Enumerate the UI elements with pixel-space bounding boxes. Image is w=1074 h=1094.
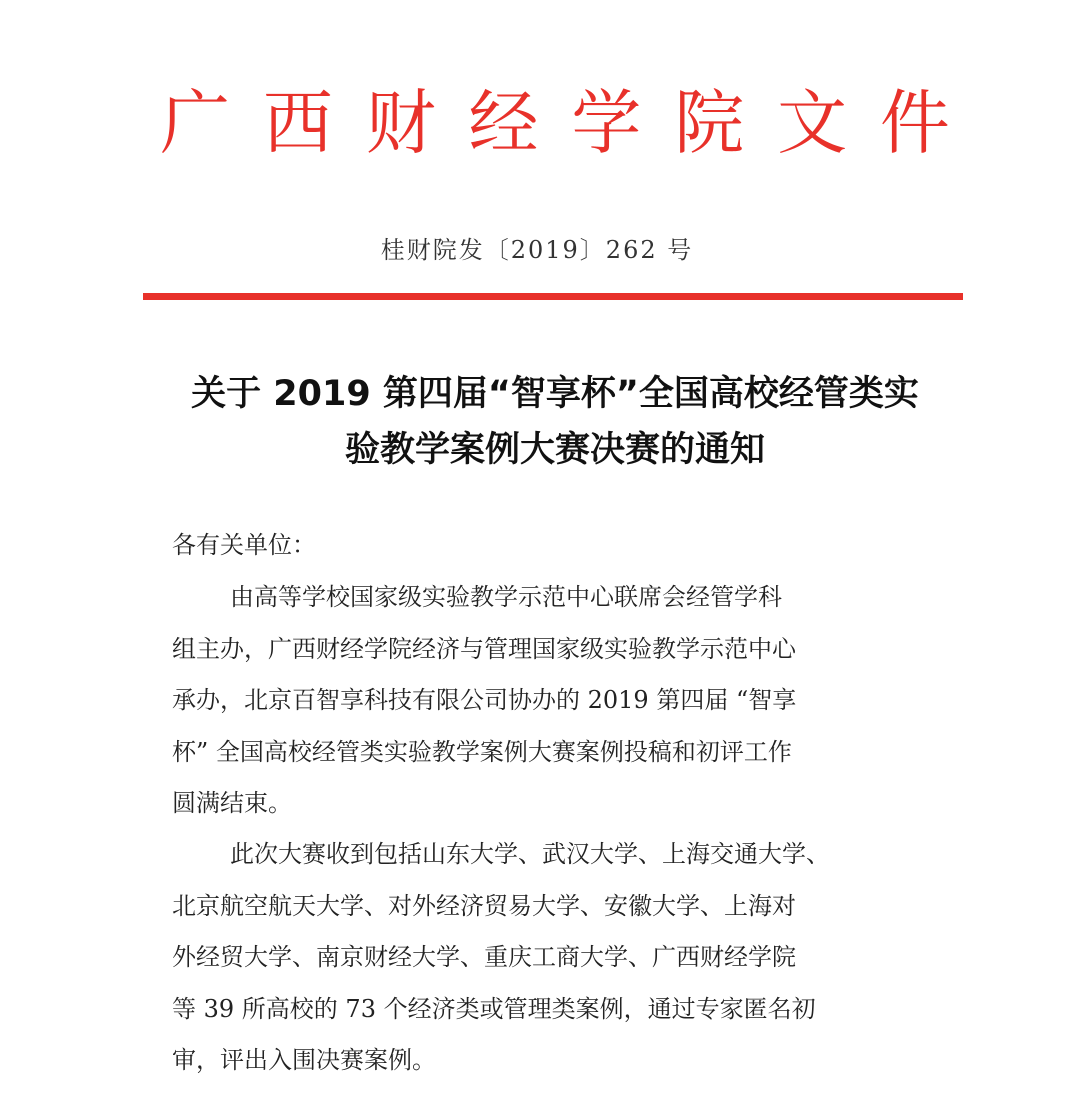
header-char: 学	[571, 82, 642, 164]
body-paragraph	[172, 829, 942, 1087]
red-divider-rule	[143, 293, 963, 300]
issuer-header	[150, 78, 960, 168]
header-char: 广	[160, 82, 230, 164]
notice-title-line: 关于 2019 第四届“智享杯”全国高校经管类实	[191, 374, 919, 414]
header-char: 院	[674, 82, 745, 164]
header-char: 西	[262, 82, 333, 164]
paragraph-line: 此次大赛收到包括山东大学、武汉大学、上海交通大学、	[230, 840, 830, 868]
paragraph-line: 审，评出入围决赛案例。	[172, 1046, 436, 1074]
paragraph-line: 北京航空航天大学、对外经济贸易大学、安徽大学、上海对	[172, 891, 796, 920]
paragraph-line: 由高等学校国家级实验教学示范中心联席会经管学科	[230, 583, 782, 611]
paragraph-line: 圆满结束。	[172, 789, 292, 817]
header-char: 经	[468, 82, 539, 164]
notice-title	[150, 366, 960, 478]
header-char: 文	[777, 82, 848, 164]
notice-title-line: 验教学案例大赛决赛的通知	[344, 430, 765, 470]
paragraph-line: 承办，北京百智享科技有限公司协办的 2019 第四届 “智享	[172, 686, 797, 714]
salutation: 各有关单位：	[172, 531, 316, 559]
header-char: 财	[365, 82, 436, 164]
body-paragraph	[172, 572, 942, 830]
paragraph-line: 等 39 所高校的 73 个经济类或管理类案例，通过专家匿名初	[172, 994, 816, 1023]
paragraph-line: 杯” 全国高校经管类实验教学案例大赛案例投稿和初评工作	[172, 737, 792, 766]
document-number: 桂财院发〔2019〕262 号	[380, 236, 694, 264]
paragraph-line: 外经贸大学、南京财经大学、重庆工商大学、广西财经学院	[172, 943, 796, 971]
paragraph-line: 组主办，广西财经学院经济与管理国家级实验教学示范中心	[172, 634, 796, 663]
header-char: 件	[879, 82, 950, 164]
